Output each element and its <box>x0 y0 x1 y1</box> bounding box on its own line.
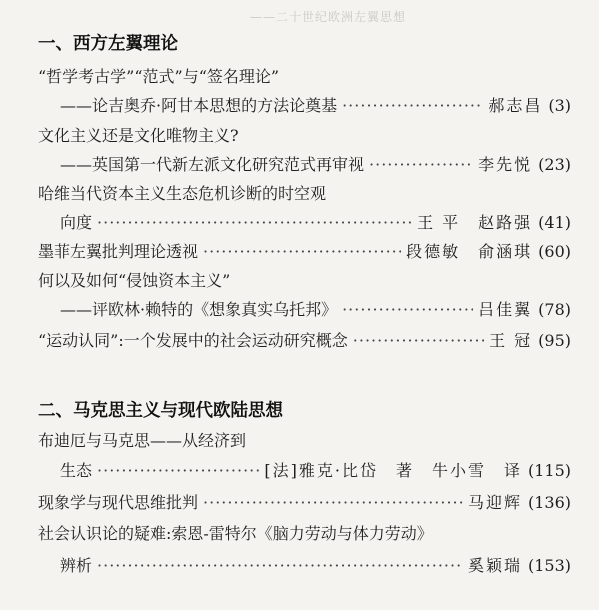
entry-page: (95) <box>538 331 571 350</box>
entry-page: (115) <box>527 461 571 480</box>
entry-author: 马迎辉 <box>467 493 522 512</box>
leader-dots <box>342 300 473 319</box>
entry-author: 吕佳翼 <box>478 300 533 319</box>
entry-title: “哲学考古学”“范式”与“签名理论” <box>38 67 280 86</box>
entry-subtitle: ——评欧林·赖特的《想象真实乌托邦》 <box>60 300 338 319</box>
entry-subtitle: 辨析 <box>60 556 93 575</box>
entry-author: 段德敏 俞涵琪 <box>406 242 533 261</box>
entry-author: 王 冠 <box>489 331 533 350</box>
entry-title: 现象学与现代思维批判 <box>38 493 199 512</box>
entry-subtitle: ——论吉奥乔·阿甘本思想的方法论奠基 <box>60 96 338 115</box>
leader-dots <box>203 493 463 512</box>
entry-title: 何以及如何“侵蚀资本主义” <box>38 271 231 290</box>
entry-subtitle: 向度 <box>60 213 93 232</box>
entry-page: (153) <box>527 556 571 575</box>
entry-title: 哈维当代资本主义生态危机诊断的时空观 <box>38 184 327 203</box>
entry-author: 郝志昌 <box>488 96 543 115</box>
entry-page: (60) <box>538 242 571 261</box>
leader-dots <box>369 155 473 174</box>
entry-subtitle: ——英国第一代新左派文化研究范式再审视 <box>60 155 365 174</box>
toc-entry-row[interactable] <box>60 93 571 116</box>
entry-author: 王 平 赵路强 <box>417 213 533 232</box>
entry-page: (136) <box>527 493 571 512</box>
entry-page: (23) <box>538 155 571 174</box>
entry-author: 李先悦 <box>478 155 533 174</box>
entry-author: [法]雅克·比岱 著 牛小雪 译 <box>264 461 522 480</box>
entry-title: “运动认同”:一个发展中的社会运动研究概念 <box>38 331 348 350</box>
leader-dots <box>97 213 412 232</box>
entry-title: 社会认识论的疑难:索恩-雷特尔《脑力劳动与体力劳动》 <box>38 524 433 543</box>
toc-entry-row[interactable] <box>38 490 571 513</box>
leader-dots <box>342 96 483 115</box>
section-title: 一、西方左翼理论 <box>38 34 178 54</box>
section-title: 二、马克思主义与现代欧陆思想 <box>38 401 283 421</box>
leader-dots <box>97 556 463 575</box>
leader-dots <box>353 331 484 350</box>
entry-page: (3) <box>548 96 571 115</box>
toc-entry-row[interactable] <box>60 152 571 175</box>
toc-entry-row[interactable] <box>38 458 571 481</box>
entry-subtitle: 生态 <box>60 461 93 480</box>
entry-page: (78) <box>538 300 571 319</box>
toc-entry-row[interactable] <box>38 239 571 262</box>
leader-dots <box>203 242 401 261</box>
entry-title: 文化主义还是文化唯物主义? <box>38 126 239 145</box>
toc-entry-row[interactable] <box>38 328 571 351</box>
toc-entry-row[interactable] <box>60 297 571 320</box>
toc-entry-row[interactable] <box>60 210 571 233</box>
entry-title: 布迪厄与马克思——从经济到 <box>38 431 247 450</box>
entry-author: 奚颖瑞 <box>467 556 522 575</box>
entry-title: 墨菲左翼批判理论透视 <box>38 242 199 261</box>
leader-dots <box>97 461 259 480</box>
entry-page: (41) <box>538 213 571 232</box>
toc-entry-row[interactable] <box>38 553 571 576</box>
bleed-through-text: ——二十世纪欧洲左翼思想 <box>250 10 407 24</box>
